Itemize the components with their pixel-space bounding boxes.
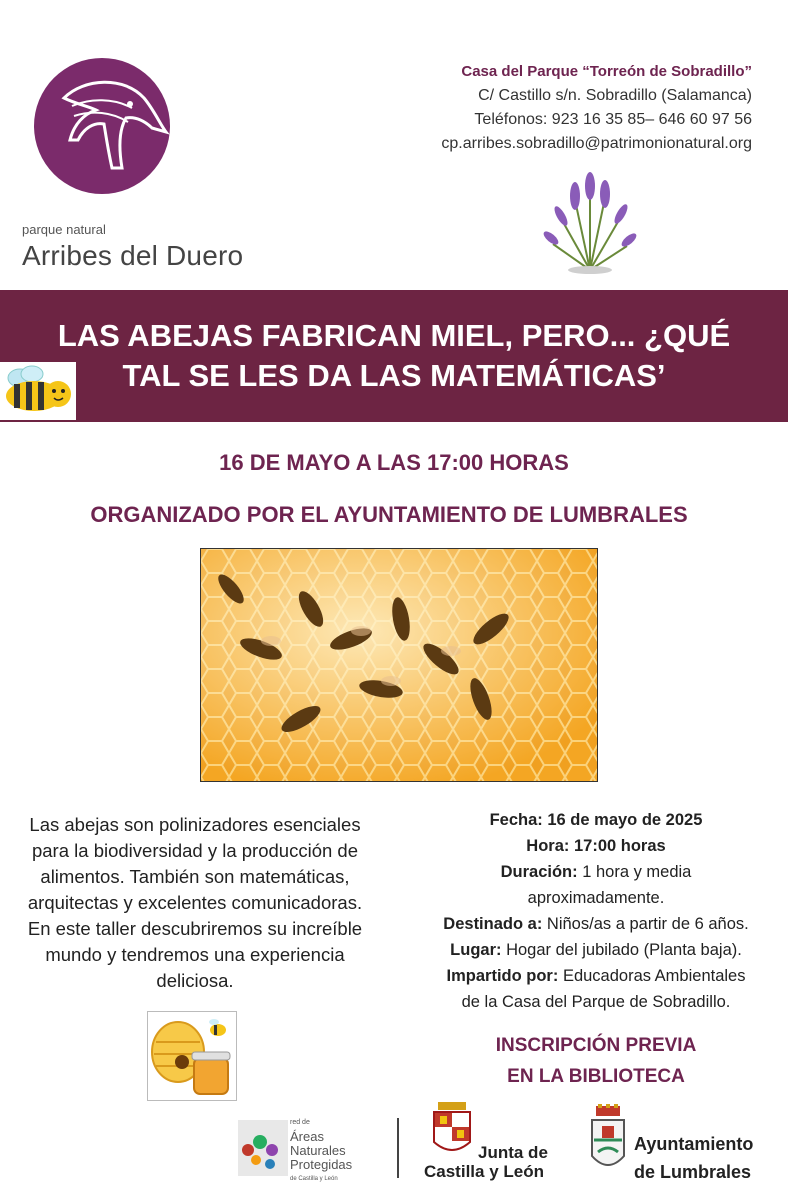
duracion-value: 1 hora y media xyxy=(582,863,692,881)
description-line: alimentos. También son matemáticas, xyxy=(40,866,350,887)
event-details xyxy=(408,807,784,1015)
contact-name: Casa del Parque “Torreón de Sobradillo” xyxy=(461,63,752,80)
description-line: deliciosa. xyxy=(156,970,234,991)
event-description xyxy=(6,812,384,994)
registration-line1: INSCRIPCIÓN PREVIA xyxy=(495,1035,697,1056)
contact-address: C/ Castillo s/n. Sobradillo (Salamanca) xyxy=(478,87,752,104)
registration-line2: EN LA BIBLIOTECA xyxy=(507,1066,685,1087)
detail-lugar xyxy=(408,937,784,963)
lugar-label: Lugar: xyxy=(450,941,502,959)
contact-block xyxy=(441,60,752,156)
description-line: arquitectas y excelentes comunicadoras. xyxy=(27,892,363,913)
rna-line2: Naturales xyxy=(290,1143,346,1158)
description-line: Las abejas son polinizadores esenciales xyxy=(29,814,361,835)
organizer-line: ORGANIZADO POR EL AYUNTAMIENTO DE LUMBRALES xyxy=(90,502,688,527)
impartido-label: Impartido por: xyxy=(446,967,559,985)
park-logo xyxy=(22,52,292,282)
jcyl-crest-icon xyxy=(430,1100,474,1164)
rna-text xyxy=(290,1116,352,1186)
registration-note xyxy=(408,1030,784,1092)
detail-impartido-cont: de la Casa del Parque de Sobradillo. xyxy=(461,993,731,1011)
rna-red-de: red de xyxy=(290,1119,310,1126)
duracion-label: Duración: xyxy=(500,863,578,881)
bee-cartoon-icon xyxy=(0,362,76,420)
rna-line3: Protegidas xyxy=(290,1157,353,1172)
fecha-label: Fecha: xyxy=(489,811,543,829)
rna-logo xyxy=(238,1116,388,1180)
fecha-value: 16 de mayo de 2025 xyxy=(547,811,703,829)
hora-value: 17:00 horas xyxy=(573,837,666,855)
logo-title: Arribes del Duero xyxy=(22,240,244,271)
footer-divider xyxy=(397,1118,399,1178)
detail-fecha xyxy=(408,807,784,833)
rna-line4: de Castilla y León xyxy=(290,1176,338,1182)
rna-logo-icon xyxy=(238,1120,288,1176)
description-line: mundo y tendremos una experiencia xyxy=(45,944,345,965)
event-title-line2: TAL SE LES DA LAS MATEMÁTICAS’ xyxy=(122,358,666,393)
detail-impartido xyxy=(408,963,784,989)
lugar-value: Hogar del jubilado (Planta baja). xyxy=(506,941,742,959)
contact-phones: Teléfonos: 923 16 35 85– 646 60 97 56 xyxy=(474,111,752,128)
hora-label: Hora: xyxy=(526,837,570,855)
ayuntamiento-text xyxy=(634,1130,753,1186)
destinado-label: Destinado a: xyxy=(443,915,543,933)
jcyl-logo xyxy=(424,1100,564,1184)
jcyl-line2: Castilla y León xyxy=(424,1162,544,1181)
ayuntamiento-logo xyxy=(588,1104,778,1184)
rna-line1: Áreas xyxy=(290,1129,324,1144)
event-title xyxy=(20,316,768,396)
ayto-line1: Ayuntamiento xyxy=(634,1134,754,1154)
jcyl-line1: Junta de xyxy=(478,1143,548,1162)
lumbrales-crest-icon xyxy=(588,1104,628,1180)
contact-email[interactable]: cp.arribes.sobradillo@patrimonionatural.org xyxy=(441,135,752,152)
detail-duracion-cont: aproximadamente. xyxy=(527,889,665,907)
detail-hora xyxy=(408,833,784,859)
event-title-line1: LAS ABEJAS FABRICAN MIEL, PERO... ¿QUÉ xyxy=(57,318,731,353)
detail-destinado xyxy=(408,911,784,937)
lavender-icon xyxy=(535,170,645,280)
destinado-value: Niños/as a partir de 6 años. xyxy=(546,915,749,933)
vulture-logo-icon xyxy=(34,58,170,194)
impartido-value: Educadoras Ambientales xyxy=(562,967,746,985)
event-date-line: 16 DE MAYO A LAS 17:00 HORAS xyxy=(219,450,569,475)
detail-duracion xyxy=(408,859,784,885)
honey-pot-icon xyxy=(147,1011,237,1101)
description-line: para la biodiversidad y la producción de xyxy=(31,840,358,861)
description-line: En este taller descubriremos su increíble xyxy=(27,918,363,939)
ayto-line2: de Lumbrales xyxy=(634,1162,752,1182)
honeycomb-bees-photo xyxy=(200,548,598,782)
title-banner xyxy=(0,290,788,422)
logo-subtitle: parque natural xyxy=(22,222,106,237)
